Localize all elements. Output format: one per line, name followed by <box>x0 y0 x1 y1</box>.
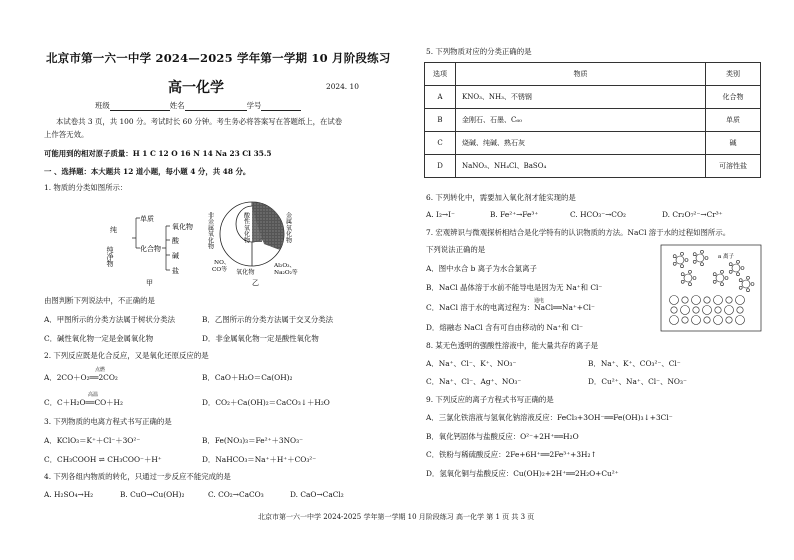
tree-leaf-salt: 盐 <box>172 267 179 275</box>
q2-c-condition: 高温 <box>88 392 99 398</box>
q4-option-a[interactable]: A. H₂SO₄→H₂ <box>44 490 94 499</box>
venn-small-na2o2: Na₂O₂等 <box>274 270 298 276</box>
table-header-cell: 选项 <box>425 63 456 86</box>
q9-option-c[interactable]: C．铁粉与稀硫酸反应：2Fe+6H⁺══2Fe³⁺+3H₂↑ <box>426 450 597 459</box>
q1-option-a[interactable]: A．甲图所示的分类方法属于树状分类法 <box>44 315 175 324</box>
venn-caption: 乙 <box>252 279 259 287</box>
q6-stem: 6. 下列转化中，需要加入氧化剂才能实现的是 <box>426 193 576 202</box>
q9-option-d[interactable]: D．氢氧化铜与盐酸反应：Cu(OH)₂+2H⁺══2H₂O+Cu²⁺ <box>426 469 619 478</box>
table-header-cell: 物质 <box>456 63 706 86</box>
class-blank[interactable] <box>110 101 170 111</box>
table-header-row <box>425 63 761 86</box>
nacl-dissolution-figure <box>660 244 764 334</box>
q1-option-d[interactable]: D．非金属氧化物一定是酸性氧化物 <box>202 334 319 343</box>
venn-bottom-label: 氧化物 <box>236 269 255 276</box>
classification-tree-diagram <box>106 208 214 287</box>
table-cell: C <box>425 132 456 155</box>
tree-node-compound: 化合物 <box>140 245 161 253</box>
q7-option-d[interactable]: D．熔融态 NaCl 含有可自由移动的 Na⁺和 Cl⁻ <box>426 323 583 332</box>
q2-stem: 2. 下列反应既是化合反应，又是氧化还原反应的是 <box>44 351 209 360</box>
table-row <box>425 132 761 155</box>
id-blank[interactable] <box>261 101 301 111</box>
name-label: 姓名 <box>169 101 185 110</box>
name-blank[interactable] <box>185 101 247 111</box>
intro-line-1: 本试卷共 3 页，共 100 分。考试时长 60 分钟。考生务必将答案写在答题纸上，在试卷 <box>56 117 343 126</box>
q2-option-d[interactable]: D．CO₂＋Ca(OH)₂＝CaCO₃↓＋H₂O <box>202 398 330 407</box>
table-cell: NaNO₃、NH₄Cl、BaSO₄ <box>456 155 706 178</box>
class-label: 班级 <box>95 101 110 110</box>
tree-leaf-base: 碱 <box>172 252 179 260</box>
tree-root-line1: 纯 <box>110 226 117 234</box>
q3-option-b[interactable]: B．Fe(NO₃)₃＝Fe²⁺＋3NO₃⁻ <box>202 436 303 445</box>
table-cell: 金刚石、石墨、C₆₀ <box>456 109 706 132</box>
q8-stem: 8. 某无色透明的强酸性溶液中，能大量共存的离子是 <box>426 341 598 350</box>
tree-leaf-oxide: 氧化物 <box>172 223 193 231</box>
subject-title: 高一化学 <box>168 80 224 96</box>
q9-option-a[interactable]: A．三氯化铁溶液与氢氧化钠溶液反应：FeCl₃+3OH⁻══Fe(OH)₃↓+3Cl⁻ <box>426 413 673 422</box>
cross-classification-diagram <box>200 188 310 288</box>
q3-option-c[interactable]: C．CH₃COOH ⇌ CH₃COO⁻＋H⁺ <box>44 455 162 464</box>
q9-stem: 9. 下列反应的离子方程式书写正确的是 <box>426 395 554 404</box>
table-cell: B <box>425 109 456 132</box>
q3-option-a[interactable]: A．KClO₃＝K⁺＋Cl⁻＋3O²⁻ <box>44 436 141 445</box>
q6-option-d[interactable]: D. Cr₂O₇²⁻→Cr³⁺ <box>662 210 723 219</box>
page-footer: 北京市第一六一中学 2024-2025 学年第一学期 10 月阶段练习 高一化学 第 1 页 共 3 页 <box>258 513 535 521</box>
q6-option-c[interactable]: C. HCO₃⁻→CO₂ <box>570 210 626 219</box>
exam-date: 2024. 10 <box>326 82 359 91</box>
q7-option-c[interactable]: C．NaCl 溶于水的电离过程为：NaCl══Na⁺+Cl⁻ <box>426 303 595 312</box>
q1-option-b[interactable]: B．乙图所示的分类方法属于交叉分类法 <box>202 315 334 324</box>
table-cell: 单质 <box>706 109 761 132</box>
table-cell: 烧碱、纯碱、熟石灰 <box>456 132 706 155</box>
tree-leaf-acid: 酸 <box>172 237 179 245</box>
venn-small-al2o3: Al₂O₃、 <box>274 263 296 269</box>
q5-stem: 5. 下列物质对应的分类正确的是 <box>426 47 532 56</box>
q7-stem-line2: 下列说法正确的是 <box>426 245 486 254</box>
q2-a-condition: 点燃 <box>95 367 106 373</box>
intro-line-2: 上作答无效。 <box>44 130 89 139</box>
q7-stem-line1: 7. 宏观辨识与微观探析相结合是化学特有的认识物质的方法。NaCl 溶于水的过程如图所示。 <box>426 228 731 237</box>
table-cell: KNO₃、NH₃、不锈钢 <box>456 86 706 109</box>
venn-label-acidic: 酸性氧化物 <box>242 212 250 243</box>
student-info-line <box>95 101 301 111</box>
q8-option-a[interactable]: A．Na⁺、Cl⁻、K⁺、NO₃⁻ <box>426 359 517 368</box>
q7-option-b[interactable]: B．NaCl 晶体溶于水前不能导电是因为无 Na⁺和 Cl⁻ <box>426 283 603 292</box>
table-cell: D <box>425 155 456 178</box>
table-row <box>425 155 761 178</box>
q8-option-d[interactable]: D．Cu²⁺、Na⁺、Cl⁻、NO₃⁻ <box>588 377 687 386</box>
tree-branch-root <box>132 218 140 248</box>
q8-option-c[interactable]: C．Na⁺、Cl⁻、Ag⁺、NO₃⁻ <box>426 377 522 386</box>
q1-option-c[interactable]: C．碱性氧化物一定是金属氧化物 <box>44 334 154 343</box>
q7-c-condition: 通电 <box>534 298 545 304</box>
q2-option-a[interactable]: A．2CO＋O₂══2CO₂ <box>44 373 118 382</box>
q5-classification-table <box>424 62 761 178</box>
q2-option-c[interactable]: C．C＋H₂O══CO＋H₂ <box>44 398 123 407</box>
q4-option-d[interactable]: D. CaO→CaCl₂ <box>290 490 344 499</box>
table-cell: 化合物 <box>706 86 761 109</box>
q1-judge: 由图判断下列说法中，不正确的是 <box>44 296 155 305</box>
q1-stem: 1. 物质的分类如图所示： <box>44 183 128 192</box>
q4-option-c[interactable]: C. CO₂→CaCO₃ <box>208 490 264 499</box>
venn-small-no: NO、 <box>214 260 230 266</box>
tree-node-simple: 单质 <box>140 215 154 223</box>
table-row <box>425 109 761 132</box>
q3-option-d[interactable]: D．NaHCO₃＝Na⁺＋H⁺＋CO₃²⁻ <box>202 455 317 464</box>
section-heading: 一 、选择题：本大题共 12 道小题，每小题 4 分，共 48 分。 <box>44 167 251 176</box>
q9-option-b[interactable]: B．氧化钙固体与盐酸反应：O²⁻+2H⁺══H₂O <box>426 432 579 441</box>
tree-caption: 甲 <box>146 279 153 287</box>
table-cell: A <box>425 86 456 109</box>
atomic-masses: 可能用到的相对原子质量：H 1 C 12 O 16 N 14 Na 23 Cl 35.5 <box>44 149 272 158</box>
q8-option-b[interactable]: B．Na⁺、K⁺、CO₃²⁻、Cl⁻ <box>588 359 681 368</box>
table-row <box>425 86 761 109</box>
id-label: 学号 <box>246 101 262 110</box>
venn-small-co: CO等 <box>212 267 227 273</box>
q4-stem: 4. 下列各组内物质的转化，只通过一步反应不能完成的是 <box>44 472 231 481</box>
exam-title: 北京市第一六一中学 2024—2025 学年第一学期 10 月阶段练习 <box>46 51 391 65</box>
q4-option-b[interactable]: B. CuO→Cu(OH)₂ <box>120 490 185 499</box>
q7-option-a[interactable]: A．图中水合 b 离子为水合氯离子 <box>426 264 537 273</box>
venn-label-nonmetal: 非金属氧化物 <box>206 212 214 250</box>
q2-option-b[interactable]: B．CaO＋H₂O＝Ca(OH)₂ <box>202 373 293 382</box>
venn-label-metal: 金属氧化物 <box>284 212 292 243</box>
tree-root-label: 纯净物 <box>106 246 114 267</box>
table-header-cell: 类别 <box>706 63 761 86</box>
figure-ion-label: a 离子 <box>718 254 735 260</box>
q6-option-a[interactable]: A. I₂→I⁻ <box>426 210 455 219</box>
table-cell: 碱 <box>706 132 761 155</box>
tree-branch-compound <box>162 226 170 270</box>
table-cell: 可溶性盐 <box>706 155 761 178</box>
q3-stem: 3. 下列物质的电离方程式书写正确的是 <box>44 417 172 426</box>
q6-option-b[interactable]: B. Fe²⁺→Fe³⁺ <box>490 210 539 219</box>
